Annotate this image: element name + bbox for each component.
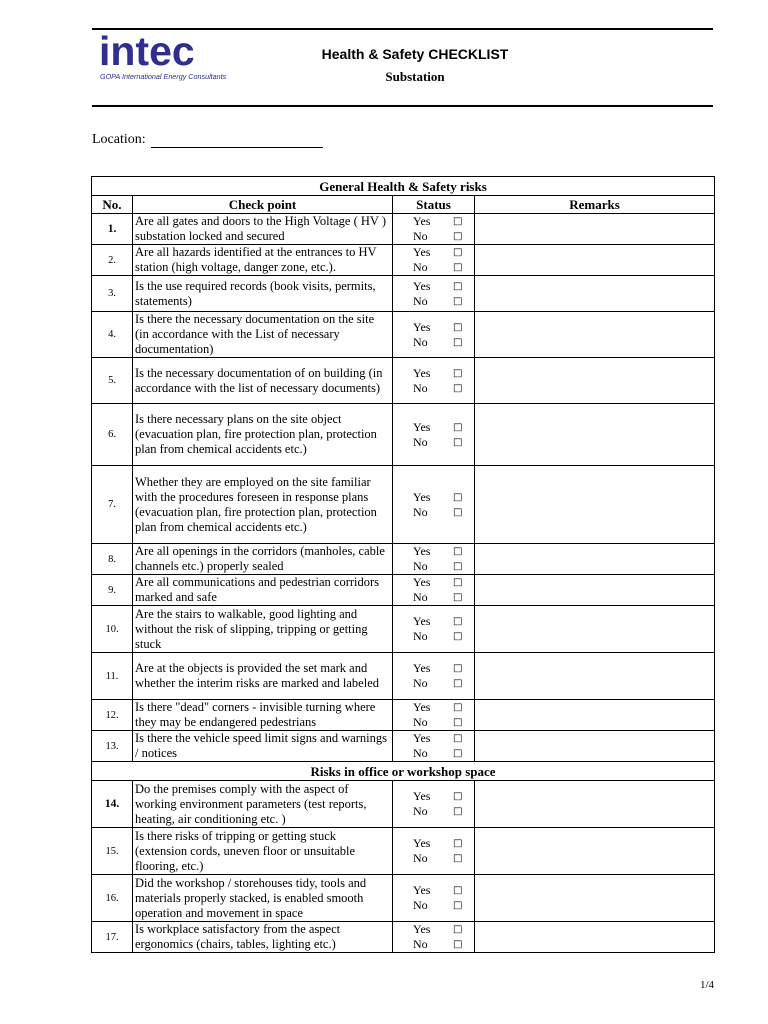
row-number: 6.: [92, 404, 133, 466]
status-yes-option: [413, 366, 474, 381]
status-yes-label: Yes: [413, 789, 431, 803]
status-yes-checkbox[interactable]: □: [453, 421, 463, 433]
status-no-label: No: [413, 851, 428, 865]
remarks-cell[interactable]: [475, 700, 715, 731]
status-yes-label: Yes: [413, 922, 431, 936]
status-yes-checkbox[interactable]: □: [453, 321, 463, 333]
check-point-text: Is there risks of tripping or getting stuck (extension cords, uneven floor or unsuitable flooring, etc.): [133, 828, 393, 875]
status-no-checkbox[interactable]: □: [453, 561, 463, 572]
status-no-option: [413, 590, 474, 605]
table-row: [92, 606, 715, 653]
status-yes-option: [413, 245, 474, 260]
status-no-label: No: [413, 293, 428, 308]
document-subtitle: Substation: [385, 69, 445, 84]
status-no-label: No: [413, 504, 428, 519]
row-number: 13.: [92, 731, 133, 762]
table-row: [92, 404, 715, 466]
status-yes-label: Yes: [413, 661, 431, 675]
remarks-cell[interactable]: [475, 781, 715, 828]
status-yes-checkbox[interactable]: □: [453, 885, 463, 896]
status-yes-label: Yes: [413, 731, 431, 745]
check-point-text: Are all openings in the corridors (manholes, cable channels etc.) properly sealed: [133, 544, 393, 575]
row-number: 11.: [92, 653, 133, 700]
check-point-text: Is there the vehicle speed limit signs and warnings / notices: [133, 731, 393, 762]
status-yes-label: Yes: [413, 700, 431, 714]
status-cell: [393, 575, 475, 606]
remarks-cell[interactable]: [475, 922, 715, 953]
status-yes-option: [413, 544, 474, 559]
status-yes-option: [413, 661, 474, 676]
status-yes-label: Yes: [413, 575, 431, 589]
status-yes-option: [413, 731, 474, 746]
status-yes-label: Yes: [413, 214, 431, 228]
status-yes-option: [413, 883, 474, 898]
row-number: 17.: [92, 922, 133, 953]
document-title: Health & Safety CHECKLIST: [321, 46, 509, 62]
check-point-text: Is there the necessary documentation on the site (in accordance with the List of necessary documentation): [133, 312, 393, 358]
page-number: 1/4: [699, 979, 714, 991]
status-no-checkbox[interactable]: □: [453, 231, 463, 242]
status-yes-checkbox[interactable]: □: [453, 924, 463, 935]
table-row: [92, 731, 715, 762]
section-header-office: Risks in office or workshop space: [92, 762, 715, 781]
remarks-cell[interactable]: [475, 214, 715, 245]
status-yes-label: Yes: [413, 278, 431, 293]
status-yes-label: Yes: [413, 544, 431, 558]
status-no-label: No: [413, 434, 428, 449]
status-no-label: No: [413, 746, 428, 760]
status-no-label: No: [413, 715, 428, 729]
status-cell: [393, 214, 475, 245]
status-no-label: No: [413, 804, 428, 818]
status-yes-checkbox[interactable]: □: [453, 577, 463, 588]
table-row: [92, 653, 715, 700]
status-yes-checkbox[interactable]: □: [453, 616, 463, 627]
table-row: [92, 544, 715, 575]
col-header-status: Status: [393, 196, 475, 214]
status-no-option: [413, 937, 474, 952]
status-no-label: No: [413, 334, 428, 349]
check-point-text: Is there necessary plans on the site object (evacuation plan, fire protection plan, protection plan from chemical accidents etc.): [133, 404, 393, 466]
status-yes-checkbox[interactable]: □: [453, 546, 463, 557]
remarks-cell[interactable]: [475, 875, 715, 922]
status-no-label: No: [413, 229, 428, 243]
status-cell: [393, 828, 475, 875]
table-row: [92, 312, 715, 358]
status-no-option: [413, 629, 474, 644]
table-row: [92, 922, 715, 953]
row-number: 8.: [92, 544, 133, 575]
col-header-no: No.: [92, 196, 133, 214]
row-number: 10.: [92, 606, 133, 653]
status-cell: [393, 544, 475, 575]
status-no-option: [413, 851, 474, 866]
row-number: 5.: [92, 358, 133, 404]
row-number: 3.: [92, 276, 133, 312]
status-no-option: [413, 505, 474, 520]
row-number: 2.: [92, 245, 133, 276]
remarks-cell[interactable]: [475, 466, 715, 544]
status-cell: [393, 466, 475, 544]
status-yes-option: [413, 922, 474, 937]
checklist-table: [91, 176, 715, 953]
status-no-checkbox[interactable]: □: [453, 900, 463, 911]
status-yes-label: Yes: [413, 419, 431, 434]
status-no-option: [413, 260, 474, 275]
row-number: 16.: [92, 875, 133, 922]
status-yes-option: [413, 490, 474, 505]
remarks-cell[interactable]: [475, 245, 715, 276]
status-yes-checkbox[interactable]: □: [453, 702, 463, 713]
status-no-option: [413, 804, 474, 819]
status-no-checkbox[interactable]: □: [453, 717, 463, 728]
check-point-text: Is workplace satisfactory from the aspect ergonomics (chairs, tables, lighting etc.): [133, 922, 393, 953]
status-yes-option: [413, 214, 474, 229]
status-no-checkbox[interactable]: □: [453, 436, 463, 448]
check-point-text: Are the stairs to walkable, good lighting and without the risk of slipping, tripping or getting stuck: [133, 606, 393, 653]
check-point-text: Are all gates and doors to the High Voltage ( HV ) substation locked and secured: [133, 214, 393, 245]
status-no-option: [413, 435, 474, 450]
status-no-label: No: [413, 260, 428, 274]
status-no-option: [413, 715, 474, 730]
status-cell: [393, 731, 475, 762]
status-yes-checkbox[interactable]: □: [453, 491, 463, 503]
status-yes-checkbox[interactable]: □: [453, 838, 463, 849]
table-row: [92, 358, 715, 404]
status-yes-checkbox[interactable]: □: [453, 791, 463, 802]
remarks-cell[interactable]: [475, 544, 715, 575]
row-number: 4.: [92, 312, 133, 358]
section-header-general: General Health & Safety risks: [92, 177, 715, 196]
remarks-cell[interactable]: [475, 404, 715, 466]
table-row: [92, 828, 715, 875]
status-cell: [393, 276, 475, 312]
status-yes-label: Yes: [413, 614, 431, 628]
remarks-cell[interactable]: [475, 312, 715, 358]
table-row: [92, 781, 715, 828]
logo-word: intec: [99, 28, 195, 74]
remarks-cell[interactable]: [475, 606, 715, 653]
col-header-remarks: Remarks: [475, 196, 715, 214]
remarks-cell[interactable]: [475, 575, 715, 606]
remarks-cell[interactable]: [475, 653, 715, 700]
status-yes-option: [413, 836, 474, 851]
status-yes-label: Yes: [413, 319, 431, 334]
remarks-cell[interactable]: [475, 828, 715, 875]
status-no-checkbox[interactable]: □: [453, 853, 463, 864]
logo-subtitle: GOPA International Energy Consultants: [100, 72, 227, 81]
table-row: [92, 700, 715, 731]
status-cell: [393, 875, 475, 922]
status-yes-label: Yes: [413, 836, 431, 850]
status-no-option: [413, 746, 474, 761]
remarks-cell[interactable]: [475, 276, 715, 312]
status-cell: [393, 922, 475, 953]
status-no-checkbox[interactable]: □: [453, 336, 463, 348]
status-no-option: [413, 381, 474, 396]
status-no-checkbox[interactable]: □: [453, 382, 463, 394]
check-point-text: Is the use required records (book visits, permits, statements): [133, 276, 393, 312]
status-no-option: [413, 335, 474, 350]
status-yes-checkbox[interactable]: □: [453, 247, 463, 258]
status-yes-label: Yes: [413, 489, 431, 504]
status-cell: [393, 404, 475, 466]
check-point-text: Are at the objects is provided the set mark and whether the interim risks are marked and labeled: [133, 653, 393, 700]
status-no-option: [413, 294, 474, 309]
intec-logo: [99, 28, 239, 84]
location-label: Location:: [92, 132, 146, 147]
status-cell: [393, 245, 475, 276]
status-yes-checkbox[interactable]: □: [453, 280, 463, 292]
status-yes-option: [413, 575, 474, 590]
status-no-checkbox[interactable]: □: [453, 295, 463, 307]
status-cell: [393, 653, 475, 700]
row-number: 15.: [92, 828, 133, 875]
status-no-option: [413, 559, 474, 574]
table-row: [92, 214, 715, 245]
check-point-text: Is there "dead" corners - invisible turning where they may be endangered pedestrians: [133, 700, 393, 731]
status-yes-option: [413, 789, 474, 804]
status-yes-checkbox[interactable]: □: [453, 663, 463, 674]
check-point-text: Are all hazards identified at the entrances to HV station (high voltage, danger zone, etc.).: [133, 245, 393, 276]
location-blank-line[interactable]: [151, 133, 323, 148]
table-row: [92, 276, 715, 312]
table-row: [92, 575, 715, 606]
status-no-checkbox[interactable]: □: [453, 262, 463, 273]
status-yes-option: [413, 420, 474, 435]
status-yes-label: Yes: [413, 245, 431, 259]
table-row: [92, 875, 715, 922]
status-no-option: [413, 898, 474, 913]
remarks-cell[interactable]: [475, 731, 715, 762]
status-yes-checkbox[interactable]: □: [453, 367, 463, 379]
location-field: [92, 132, 323, 148]
remarks-cell[interactable]: [475, 358, 715, 404]
status-cell: [393, 358, 475, 404]
status-no-checkbox[interactable]: □: [453, 939, 463, 950]
status-cell: [393, 781, 475, 828]
check-point-text: Are all communications and pedestrian corridors marked and safe: [133, 575, 393, 606]
row-number: 14.: [92, 781, 133, 828]
status-no-checkbox[interactable]: □: [453, 592, 463, 603]
col-header-check-point: Check point: [133, 196, 393, 214]
status-no-checkbox[interactable]: □: [453, 506, 463, 518]
status-no-checkbox[interactable]: □: [453, 631, 463, 642]
status-no-checkbox[interactable]: □: [453, 806, 463, 817]
check-point-text: Do the premises comply with the aspect of working environment parameters (test reports, heating, air conditioning etc. ): [133, 781, 393, 828]
status-yes-label: Yes: [413, 365, 431, 380]
status-no-label: No: [413, 380, 428, 395]
status-no-label: No: [413, 629, 428, 643]
status-cell: [393, 312, 475, 358]
status-yes-option: [413, 279, 474, 294]
header-bottom-rule: [92, 105, 713, 107]
status-yes-option: [413, 700, 474, 715]
row-number: 12.: [92, 700, 133, 731]
status-yes-checkbox[interactable]: □: [453, 216, 463, 227]
status-yes-checkbox[interactable]: □: [453, 733, 463, 744]
status-cell: [393, 700, 475, 731]
status-no-option: [413, 229, 474, 244]
check-point-text: Did the workshop / storehouses tidy, tools and materials properly stacked, is enabled smooth operation and movement in space: [133, 875, 393, 922]
check-point-text: Is the necessary documentation of on building (in accordance with the list of necessary documents): [133, 358, 393, 404]
status-no-checkbox[interactable]: □: [453, 678, 463, 689]
status-no-label: No: [413, 937, 428, 951]
row-number: 9.: [92, 575, 133, 606]
status-cell: [393, 606, 475, 653]
check-point-text: Whether they are employed on the site familiar with the procedures foreseen in response plans (evacuation plan, fire protection plan, protection plan from chemical accidents etc.): [133, 466, 393, 544]
status-yes-option: [413, 614, 474, 629]
table-row: [92, 466, 715, 544]
status-no-label: No: [413, 590, 428, 604]
status-no-label: No: [413, 676, 428, 690]
row-number: 1.: [92, 214, 133, 245]
status-no-label: No: [413, 559, 428, 573]
status-yes-label: Yes: [413, 883, 431, 897]
status-no-checkbox[interactable]: □: [453, 748, 463, 759]
status-no-option: [413, 676, 474, 691]
status-no-label: No: [413, 898, 428, 912]
row-number: 7.: [92, 466, 133, 544]
status-yes-option: [413, 320, 474, 335]
table-row: [92, 245, 715, 276]
